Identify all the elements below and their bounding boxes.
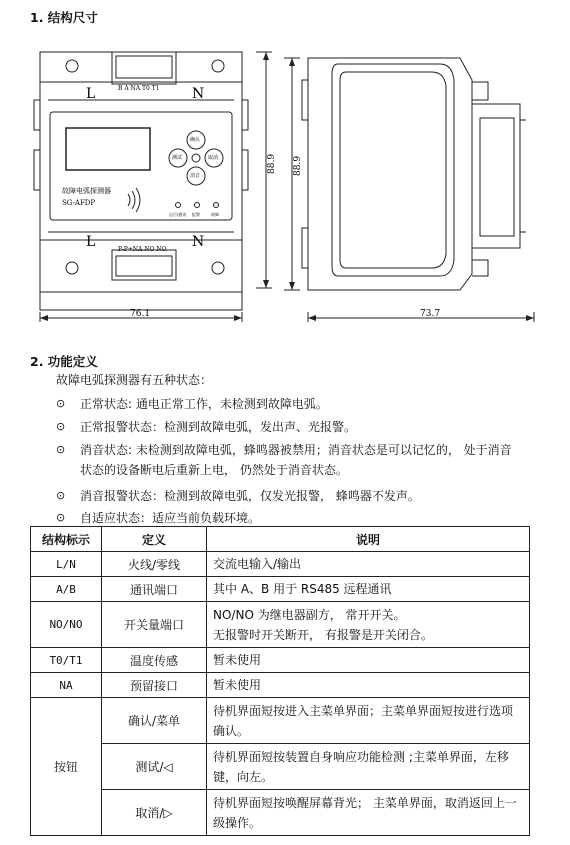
state-alarm: 正常报警状态：检测到故障电弧，发出声、光报警。 — [80, 420, 357, 434]
front-label-L-bottom: L — [86, 234, 96, 250]
led-label-0: 运行/通讯 — [169, 212, 187, 217]
cell-desc — [207, 744, 530, 790]
bullet-icon: ⊙ — [56, 420, 66, 433]
btn-right-label: 取消 — [208, 155, 219, 161]
bullet-icon: ⊙ — [56, 397, 66, 410]
btn-up-label: 确认 — [190, 137, 201, 143]
side-outline — [308, 58, 472, 290]
desc-line: 键，向左。 — [213, 769, 274, 784]
cell-def: 预留接口 — [102, 673, 207, 698]
cell-mark: NO/NO — [31, 602, 102, 648]
desc-line: 待机界面短按装置自身响应功能检测 ;主菜单界面，左移 — [213, 749, 509, 764]
table-header-row — [31, 527, 530, 552]
cell-def: 通讯端口 — [102, 577, 207, 602]
btn-down-label: 消音 — [190, 173, 201, 179]
desc-line: 其中 A、B 用于 RS485 远程通讯 — [213, 582, 392, 596]
cell-mark-buttons: 按钮 — [31, 698, 102, 836]
cell-desc — [207, 648, 530, 673]
front-label-N-top: N — [192, 86, 205, 102]
bullet-icon: ⊙ — [56, 511, 66, 524]
cell-mark: NA — [31, 673, 102, 698]
cell-mark: T0/T1 — [31, 648, 102, 673]
device-model: SG-AFDP — [62, 199, 96, 207]
table-row — [31, 602, 530, 648]
structure-drawing — [0, 0, 570, 340]
table-row — [31, 577, 530, 602]
state-normal: 正常状态: 通电正常工作，未检测到故障电弧。 — [80, 397, 328, 411]
table-row — [31, 648, 530, 673]
cell-mark: A/B — [31, 577, 102, 602]
header-mark: 结构标示 — [31, 527, 102, 552]
state-mute-line1: 消音状态: 未检测到故障电弧，蜂鸣器被禁用；消音状态是可以记忆的， 处于消音 — [80, 443, 512, 457]
cell-mark: L/N — [31, 552, 102, 577]
front-width-dim: 76.1 — [130, 309, 151, 319]
side-height-dim: 88.9 — [293, 155, 303, 176]
cell-def: 确认/菜单 — [102, 698, 207, 744]
table-row — [31, 552, 530, 577]
desc-line: 待机界面短按进入主菜单界面；主菜单界面短按进行选项 — [213, 703, 514, 718]
side-depth-dim: 73.7 — [420, 309, 441, 319]
led-label-1: 报警 — [192, 212, 200, 217]
cell-def: 测试/◁ — [102, 744, 207, 790]
led-label-2: 故障 — [211, 212, 219, 217]
front-label-L-top: L — [86, 86, 96, 102]
cell-def: 取消/▷ — [102, 790, 207, 836]
desc-line: 交流电输入/输出 — [213, 557, 302, 571]
table-row — [31, 698, 530, 744]
btn-left-label: 测试 — [172, 155, 183, 161]
state-mute-line2: 状态的设备断电后重新上电， 仍然处于消音状态。 — [80, 463, 348, 477]
function-table — [30, 526, 530, 836]
cell-def: 火线/零线 — [102, 552, 207, 577]
desc-line: 暂未使用 — [213, 678, 262, 692]
cell-def: 开关量端口 — [102, 602, 207, 648]
cell-desc — [207, 552, 530, 577]
cell-desc — [207, 698, 530, 744]
section2-title: 2. 功能定义 — [30, 354, 98, 369]
desc-line: 确认。 — [213, 723, 250, 738]
cell-def: 温度传感 — [102, 648, 207, 673]
desc-line: 级操作。 — [213, 815, 262, 830]
cell-desc — [207, 673, 530, 698]
bullet-icon: ⊙ — [56, 443, 66, 456]
state-adaptive: 自适应状态：适应当前负载环境。 — [80, 511, 261, 525]
states-intro: 故障电弧探测器有五种状态： — [56, 373, 213, 387]
desc-line: 待机界面短按唤醒屏幕背光； 主菜单界面，取消返回上一 — [213, 795, 517, 810]
top-terminal-text: B A NA T0 T1 — [118, 85, 160, 92]
state-mute-alarm: 消音报警状态：检测到故障电弧，仅发光报警， 蜂鸣器不发声。 — [80, 489, 420, 503]
bottom-terminal-text: P-P+NA NO NO — [118, 246, 167, 253]
desc-line: NO/NO 为继电器副方， 常开开关。 — [213, 607, 406, 622]
device-name: 故障电弧探测器 — [62, 187, 111, 195]
header-def: 定义 — [102, 527, 207, 552]
front-height-dim: 88.9 — [267, 153, 277, 174]
desc-line: 无报警时开关断开， 有报警是开关闭合。 — [213, 627, 433, 642]
table-row — [31, 673, 530, 698]
cell-desc — [207, 790, 530, 836]
header-desc: 说明 — [207, 527, 530, 552]
table-row — [31, 744, 530, 790]
cell-desc — [207, 602, 530, 648]
cell-desc — [207, 577, 530, 602]
bullet-icon: ⊙ — [56, 489, 66, 502]
desc-line: 暂未使用 — [213, 653, 262, 667]
front-label-N-bottom: N — [192, 234, 205, 250]
section1-title: 1. 结构尺寸 — [30, 10, 98, 25]
table-row — [31, 790, 530, 836]
